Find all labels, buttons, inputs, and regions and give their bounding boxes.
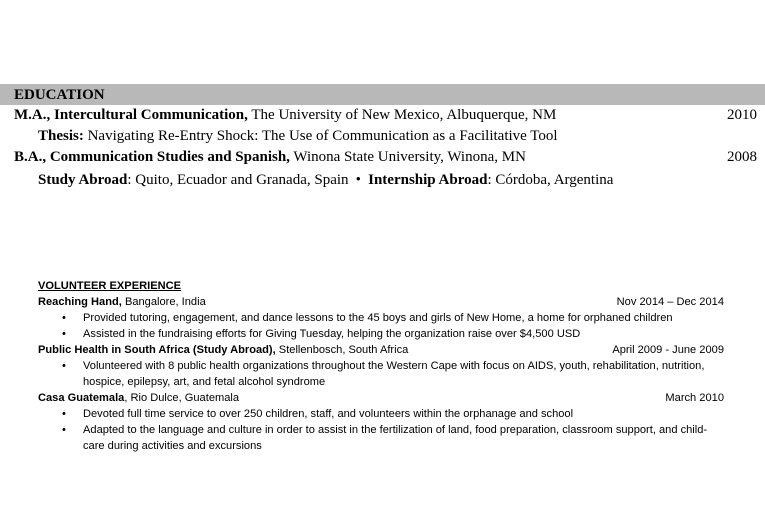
org-location: Stellenbosch, South Africa: [278, 344, 409, 356]
org-name: Public Health in South Africa (Study Abroad),: [38, 344, 276, 356]
volunteer-entry-header: [38, 342, 728, 358]
school-name: The University of New Mexico, Albuquerque, NM: [251, 107, 557, 123]
bullet-icon: •: [62, 424, 66, 436]
entry-date: March 2010: [665, 392, 724, 404]
thesis-line: [0, 126, 765, 147]
volunteer-entry-header: [38, 390, 728, 406]
internship-text: : Córdoba, Argentina: [487, 172, 614, 188]
graduation-year: 2008: [727, 149, 757, 165]
org-location: , Rio Dulce, Guatemala: [124, 392, 240, 404]
thesis-label: Thesis:: [38, 128, 84, 144]
volunteer-section: [38, 279, 728, 454]
bullet-icon: •: [62, 312, 66, 324]
entry-date: Nov 2014 – Dec 2014: [616, 296, 724, 308]
study-abroad-text: : Quito, Ecuador and Granada, Spain: [127, 172, 349, 188]
bullet-text: Adapted to the language and culture in order to assist in the fertilization of land, food preparation, classroom support, and child-care during activities and excursions: [83, 424, 708, 452]
bullet-icon: •: [62, 408, 66, 420]
org-location: Bangalore, India: [124, 296, 206, 308]
education-entry-ma: [0, 105, 765, 126]
org-name: Casa Guatemala: [38, 392, 125, 404]
volunteer-heading: VOLUNTEER EXPERIENCE: [38, 280, 182, 292]
education-heading: EDUCATION: [0, 84, 765, 105]
volunteer-entry-header: [38, 294, 728, 310]
degree-title: B.A., Communication Studies and Spanish,: [14, 149, 290, 165]
list-item: [38, 358, 728, 390]
list-item: [38, 326, 728, 342]
bullet-text: Volunteered with 8 public health organizations throughout the Western Cape with focus on AIDS, youth, rehabilitation, nutrition, hospice, epilepsy, art, and fetal alcohol syndrome: [83, 360, 705, 388]
degree-title: M.A., Intercultural Communication,: [14, 107, 248, 123]
bullet-icon: •: [62, 328, 66, 340]
entry-date: April 2009 - June 2009: [612, 344, 724, 356]
school-name: Winona State University, Winona, MN: [293, 149, 526, 165]
thesis-title: Navigating Re-Entry Shock: The Use of Communication as a Facilitative Tool: [87, 128, 558, 144]
bullet-separator: •: [356, 171, 361, 186]
bullet-text: Devoted full time service to over 250 children, staff, and volunteers within the orphanage and school: [83, 408, 574, 420]
list-item: [38, 422, 728, 454]
graduation-year: 2010: [727, 107, 757, 123]
study-abroad-label: Study Abroad: [38, 172, 128, 188]
internship-label: Internship Abroad: [368, 172, 488, 188]
bullet-text: Assisted in the fundraising efforts for Giving Tuesday, helping the organization raise over $4,500 USD: [83, 328, 581, 340]
bullet-icon: •: [62, 360, 66, 372]
abroad-line: [0, 168, 765, 191]
org-name: Reaching Hand,: [38, 296, 122, 308]
education-section: [0, 84, 765, 191]
list-item: [38, 406, 728, 422]
list-item: [38, 310, 728, 326]
education-entry-ba: [0, 147, 765, 168]
bullet-text: Provided tutoring, engagement, and dance lessons to the 45 boys and girls of New Home, a home for orphaned children: [83, 312, 673, 324]
